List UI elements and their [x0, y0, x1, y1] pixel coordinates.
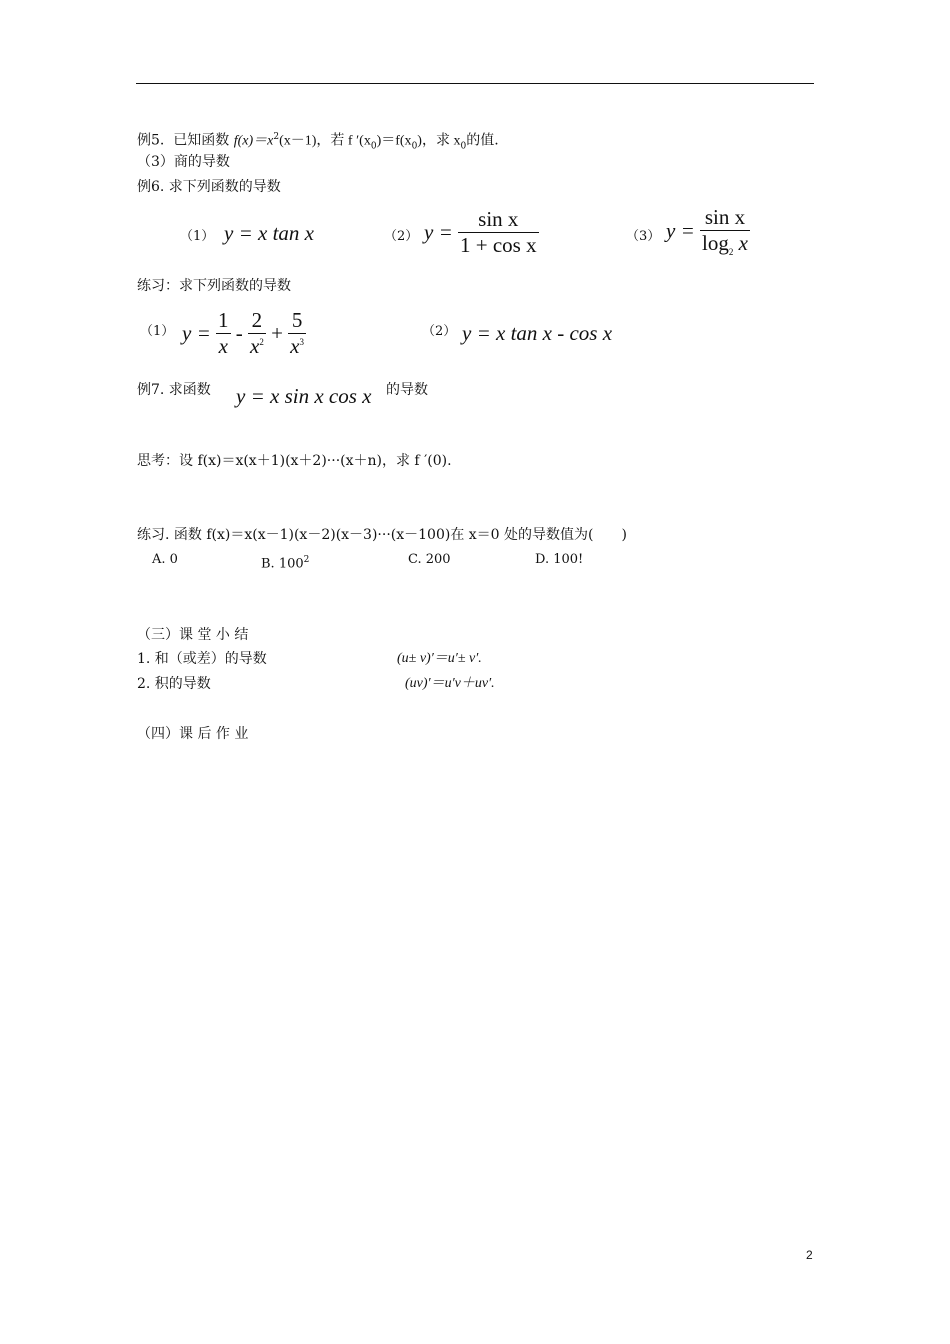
numerator: sin x: [704, 205, 746, 229]
minus-sign: -: [235, 321, 243, 345]
plus-sign: +: [271, 321, 283, 345]
log-base: 2: [728, 247, 734, 258]
log-arg: x: [733, 231, 748, 255]
exponent: 2: [303, 555, 310, 565]
subscript: 0: [411, 141, 418, 152]
example-5-label: 例5.: [137, 132, 165, 149]
option-d: D. 100!: [535, 552, 584, 567]
denominator: x: [216, 333, 231, 359]
think-question: 思考：设 f(x)＝x(x＋1)(x＋2)···(x＋n)，求 f ′(0).: [137, 453, 452, 469]
fraction: [216, 308, 231, 359]
log: log: [702, 231, 729, 255]
lhs: y =: [182, 321, 211, 345]
practice-1-item-1-formula: [182, 308, 306, 359]
lhs: y =: [424, 220, 453, 244]
denominator: [248, 333, 266, 359]
header-rule: [136, 83, 814, 84]
summary-item-2-formula: (uv)′＝u′v＋uv′.: [405, 676, 495, 691]
example-6-item-2-label: （2）: [384, 229, 419, 244]
denominator: [288, 333, 306, 359]
example-6-title: 例6. 求下列函数的导数: [137, 179, 281, 195]
example-7-label: 例7. 求函数: [137, 382, 211, 398]
exponent: 3: [299, 337, 304, 347]
option-b-text: B. 100: [261, 556, 304, 572]
example-7-tail: 的导数: [386, 382, 428, 398]
example-6-item-3-formula: [666, 205, 750, 257]
example-6-item-3-label: （3）: [626, 229, 661, 244]
summary-heading: （三）课 堂 小 结: [137, 627, 249, 643]
summary-item-1-formula: (u± v)′＝u′± v′.: [397, 651, 482, 666]
fraction: [248, 308, 266, 359]
example-5-function: f(x)＝x: [233, 133, 274, 149]
example-6-item-1-label: （1）: [180, 229, 215, 244]
numerator: 2: [251, 308, 263, 332]
example-6-item-2-formula: [424, 207, 539, 258]
example-7-formula: y = x sin x cos x: [236, 384, 372, 408]
option-b: [261, 550, 309, 574]
fraction: [288, 308, 306, 359]
base: x: [290, 334, 300, 358]
fraction: [700, 205, 750, 257]
quotient-heading: （3）商的导数: [137, 154, 230, 170]
summary-item-2-label: 2. 积的导数: [137, 676, 211, 692]
summary-item-1-label: 1. 和（或差）的导数: [137, 651, 267, 667]
practice-1-item-2-label: （2）: [422, 324, 457, 339]
practice-2-question: 练习. 函数 f(x)＝x(x－1)(x－2)(x－3)···(x－100)在 x＝0 处的导数值为( ): [137, 527, 627, 543]
denominator: [700, 230, 750, 257]
option-c: C. 200: [408, 552, 451, 567]
example-5-text: 已知函数: [173, 132, 230, 149]
homework-heading: （四）课 后 作 业: [137, 726, 249, 742]
numerator: 1: [218, 308, 229, 332]
option-a: A. 0: [152, 552, 178, 567]
fraction: [458, 207, 539, 258]
example-5-condition: (x－1)，若 f ′(x: [279, 133, 371, 149]
numerator: 5: [291, 308, 303, 332]
example-5-ask: )，求 x: [417, 133, 461, 149]
example-5-end: 的值.: [466, 132, 499, 149]
base: x: [250, 334, 260, 358]
subscript: 0: [460, 141, 467, 152]
example-5-condition-mid: )＝f(x: [376, 133, 412, 149]
exponent: 2: [259, 337, 264, 347]
numerator: sin x: [478, 207, 519, 231]
practice-1-title: 练习：求下列函数的导数: [137, 278, 291, 294]
subscript: 0: [370, 141, 377, 152]
example-6-item-1-formula: y = x tan x: [224, 221, 314, 245]
practice-1-item-2-formula: y = x tan x - cos x: [462, 321, 613, 345]
practice-1-item-1-label: （1）: [140, 324, 175, 339]
denominator: 1 + cos x: [460, 233, 537, 257]
lhs: y =: [666, 218, 695, 243]
page-number: 2: [806, 1248, 813, 1262]
exponent: 2: [273, 132, 280, 142]
